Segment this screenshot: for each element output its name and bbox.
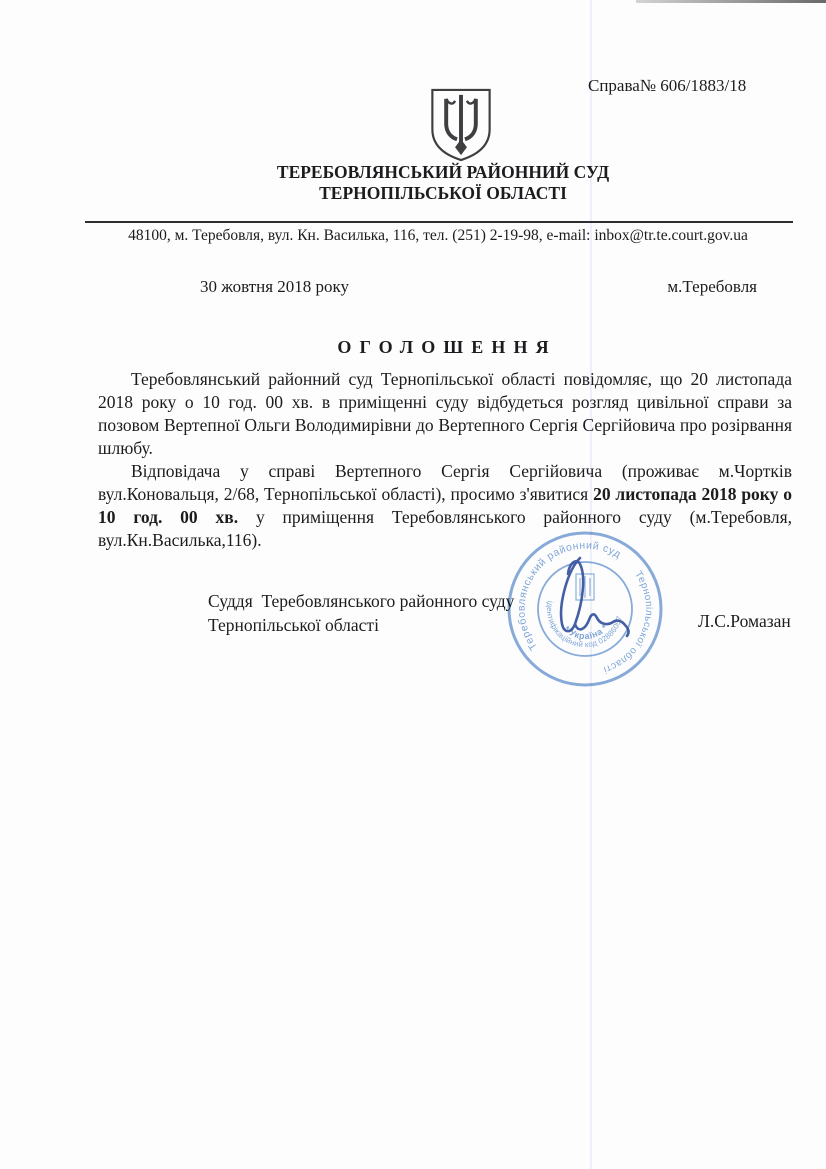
document-date: 30 жовтня 2018 року (200, 277, 350, 296)
svg-text:ідентифікаційний код 02886057 (545, 600, 624, 649)
paragraph-2-text: Відповідача у справі Вертепного Сергія Сергійовича (проживає м.Чортків вул.Коновальця, 2/68, Тернопільської області), просимо з'явитися (98, 461, 792, 504)
paragraph-1: Теребовлянський районний суд Тернопільської області повідомляє, що 20 листопада 2018 року о 10 год. 00 хв. в приміщенні суду відбудеться розгляд цивільної справи за позовом Вертепної Ольги Володимирівни до Вертепного Сергія Сергійовича про розірвання шлюбу. (98, 369, 792, 458)
round-court-seal-icon (500, 524, 670, 694)
date-row (0, 277, 826, 299)
seal-country-text: * Україна * (561, 622, 610, 642)
ukraine-trident-shield-icon (426, 86, 496, 163)
document-body (98, 368, 792, 552)
court-name (98, 162, 788, 204)
document-city: м.Теребовля (667, 277, 757, 296)
scan-artifact-line (636, 0, 826, 3)
paragraph-2 (98, 460, 792, 552)
document-title: ОГОЛОШЕННЯ (337, 337, 557, 357)
seal-ring-text-2: Тернопільської області (601, 569, 655, 675)
svg-text:Тернопільської області (602, 569, 654, 675)
signature-role (208, 589, 514, 637)
court-address: 48100, м. Теребовля, вул. Кн. Василька, 116, тел. (251) 2-19-98, e-mail: inbox@tr.te.court.gov.ua (128, 227, 748, 244)
header-divider (85, 221, 793, 223)
paragraph-2-text-end: у приміщення Теребовлянського районного суду (м.Теребовля, вул.Кн.Василька,116). (98, 507, 792, 550)
signature-role-line2: Тернопільської області (208, 615, 379, 635)
seal-ring-text-1: Теребовлянський районний суд (515, 539, 624, 653)
judge-name: Л.С.Ромазан (698, 611, 791, 631)
case-number: Справа№ 606/1883/18 (588, 76, 747, 95)
seal-center-emblem-icon (576, 574, 594, 600)
paragraph-2-bold-date: 20 листопада 2018 року о 10 год. 00 хв. (98, 484, 792, 527)
court-name-line1: ТЕРЕБОВЛЯНСЬКИЙ РАЙОННИЙ СУД (276, 162, 610, 182)
court-name-line2: ТЕРНОПІЛЬСЬКОЇ ОБЛАСТІ (319, 183, 567, 203)
signature-role-line1: Суддя Теребовлянського районного суду (208, 591, 515, 611)
seal-id-code-text: ідентифікаційний код 02886057 (544, 600, 625, 650)
